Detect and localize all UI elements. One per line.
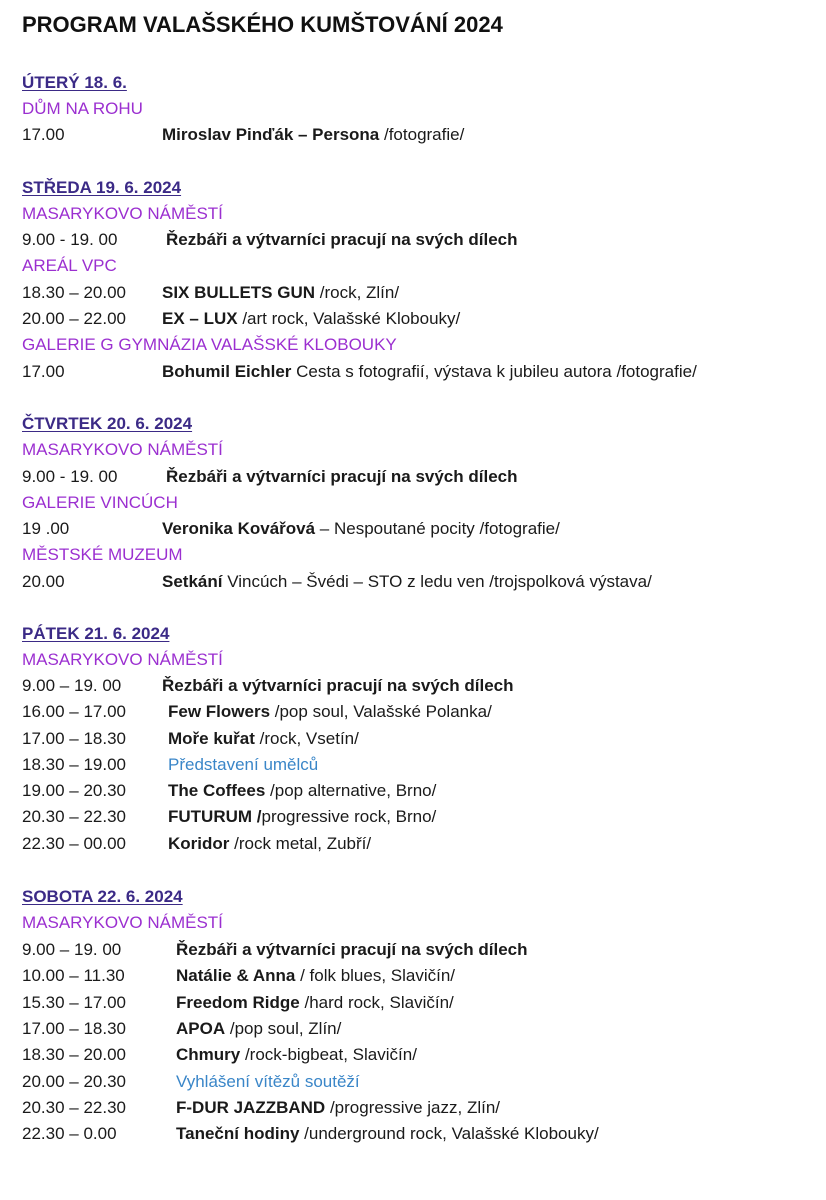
event-time: 17.00 bbox=[22, 362, 65, 381]
event-details: /art rock, Valašské Klobouky/ bbox=[237, 309, 461, 328]
event-description bbox=[168, 804, 436, 830]
event-time: 17.00 – 18.30 bbox=[22, 729, 126, 748]
page-title: PROGRAM VALAŠSKÉHO KUMŠTOVÁNÍ 2024 bbox=[22, 12, 503, 37]
event-details: /rock-bigbeat, Slavičín/ bbox=[240, 1045, 417, 1064]
event-highlight: Vyhlášení vítězů soutěží bbox=[176, 1072, 360, 1091]
venue-heading: GALERIE VINCÚCH bbox=[22, 493, 178, 512]
event-description bbox=[166, 227, 518, 253]
event-name: Bohumil Eichler bbox=[162, 362, 292, 381]
event-details: / folk blues, Slavičín/ bbox=[295, 966, 456, 985]
event-description bbox=[168, 778, 436, 804]
event-name: Setkání bbox=[162, 572, 223, 591]
event-time: 18.30 – 20.00 bbox=[22, 283, 126, 302]
event-time: 9.00 – 19. 00 bbox=[22, 940, 122, 959]
event-name: Miroslav Pinďák – Persona bbox=[162, 125, 380, 144]
event-time: 19 .00 bbox=[22, 519, 70, 538]
event-name: Moře kuřat bbox=[168, 729, 255, 748]
event-details: progressive rock, Brno/ bbox=[261, 807, 437, 826]
event-time: 16.00 – 17.00 bbox=[22, 702, 126, 721]
event-name: Taneční hodiny bbox=[176, 1124, 300, 1143]
day-heading: ÚTERÝ 18. 6. bbox=[22, 73, 127, 92]
event-time: 9.00 - 19. 00 bbox=[22, 230, 118, 249]
event-description bbox=[162, 569, 652, 595]
event-details: /hard rock, Slavičín/ bbox=[299, 993, 454, 1012]
event-description bbox=[162, 122, 464, 148]
event-time: 17.00 – 18.30 bbox=[22, 1019, 126, 1038]
venue-heading: MASARYKOVO NÁMĚSTÍ bbox=[22, 204, 223, 223]
event-details: /pop soul, Zlín/ bbox=[225, 1019, 342, 1038]
event-description bbox=[176, 963, 455, 989]
event-details: /rock, Zlín/ bbox=[315, 283, 400, 302]
event-description bbox=[168, 831, 371, 857]
day-heading: ČTVRTEK 20. 6. 2024 bbox=[22, 414, 193, 433]
event-description bbox=[162, 280, 399, 306]
event-description bbox=[162, 359, 697, 385]
day-heading: PÁTEK 21. 6. 2024 bbox=[22, 624, 170, 643]
event-name: EX – LUX bbox=[162, 309, 238, 328]
event-description bbox=[176, 1069, 360, 1095]
event-description bbox=[176, 1042, 417, 1068]
event-details: /underground rock, Valašské Klobouky/ bbox=[299, 1124, 599, 1143]
event-details: – Nespoutané pocity /fotografie/ bbox=[315, 519, 560, 538]
venue-heading: MĚSTSKÉ MUZEUM bbox=[22, 545, 183, 564]
event-name: SIX BULLETS GUN bbox=[162, 283, 316, 302]
event-description bbox=[176, 1095, 500, 1121]
event-name: Koridor bbox=[168, 834, 230, 853]
event-time: 9.00 - 19. 00 bbox=[22, 467, 118, 486]
event-name: The Coffees bbox=[168, 781, 266, 800]
event-time: 17.00 bbox=[22, 125, 65, 144]
event-time: 18.30 – 20.00 bbox=[22, 1045, 126, 1064]
event-time: 22.30 – 0.00 bbox=[22, 1124, 117, 1143]
event-time: 19.00 – 20.30 bbox=[22, 781, 126, 800]
event-details: /progressive jazz, Zlín/ bbox=[325, 1098, 500, 1117]
event-description bbox=[168, 699, 492, 725]
event-details: Cesta s fotografií, výstava k jubileu autora /fotografie/ bbox=[291, 362, 697, 381]
event-time: 20.00 – 20.30 bbox=[22, 1072, 126, 1091]
event-details: /rock, Vsetín/ bbox=[254, 729, 359, 748]
event-time: 20.00 bbox=[22, 572, 65, 591]
event-details: /rock metal, Zubří/ bbox=[229, 834, 372, 853]
day-heading: STŘEDA 19. 6. 2024 bbox=[22, 178, 182, 197]
venue-heading: DŮM NA ROHU bbox=[22, 99, 143, 118]
event-description bbox=[162, 306, 460, 332]
event-time: 18.30 – 19.00 bbox=[22, 755, 126, 774]
venue-heading: MASARYKOVO NÁMĚSTÍ bbox=[22, 440, 223, 459]
event-time: 20.00 – 22.00 bbox=[22, 309, 126, 328]
event-description bbox=[162, 673, 514, 699]
venue-heading: MASARYKOVO NÁMĚSTÍ bbox=[22, 913, 223, 932]
event-details: /fotografie/ bbox=[379, 125, 465, 144]
day-heading: SOBOTA 22. 6. 2024 bbox=[22, 887, 183, 906]
event-time: 22.30 – 00.00 bbox=[22, 834, 126, 853]
event-name: APOA bbox=[176, 1019, 226, 1038]
event-description bbox=[168, 752, 318, 778]
event-time: 10.00 – 11.30 bbox=[22, 966, 125, 985]
event-name: Natálie & Anna bbox=[176, 966, 296, 985]
event-name: Few Flowers bbox=[168, 702, 271, 721]
event-description bbox=[166, 464, 518, 490]
event-name: Chmury bbox=[176, 1045, 241, 1064]
event-details: /pop alternative, Brno/ bbox=[265, 781, 437, 800]
venue-heading: AREÁL VPC bbox=[22, 256, 117, 275]
event-details: /pop soul, Valašské Polanka/ bbox=[270, 702, 492, 721]
event-description bbox=[176, 1121, 599, 1147]
event-time: 20.30 – 22.30 bbox=[22, 1098, 126, 1117]
event-details: Vincúch – Švédi – STO z ledu ven /trojspolková výstava/ bbox=[222, 572, 652, 591]
event-description bbox=[176, 1016, 341, 1042]
event-name: Řezbáři a výtvarníci pracují na svých dílech bbox=[176, 940, 528, 959]
event-name: Řezbáři a výtvarníci pracují na svých dílech bbox=[162, 676, 514, 695]
event-time: 20.30 – 22.30 bbox=[22, 807, 126, 826]
event-description bbox=[168, 726, 359, 752]
event-name: FUTURUM / bbox=[168, 807, 262, 826]
venue-heading: GALERIE G GYMNÁZIA VALAŠSKÉ KLOBOUKY bbox=[22, 335, 397, 354]
event-description bbox=[176, 937, 528, 963]
event-name: Freedom Ridge bbox=[176, 993, 300, 1012]
event-name: Řezbáři a výtvarníci pracují na svých dílech bbox=[166, 230, 518, 249]
event-time: 15.30 – 17.00 bbox=[22, 993, 126, 1012]
event-description bbox=[162, 516, 560, 542]
event-name: Řezbáři a výtvarníci pracují na svých dílech bbox=[166, 467, 518, 486]
event-name: F-DUR JAZZBAND bbox=[176, 1098, 326, 1117]
event-time: 9.00 – 19. 00 bbox=[22, 676, 122, 695]
event-description bbox=[176, 990, 454, 1016]
event-highlight: Představení umělců bbox=[168, 755, 319, 774]
venue-heading: MASARYKOVO NÁMĚSTÍ bbox=[22, 650, 223, 669]
event-name: Veronika Kovářová bbox=[162, 519, 316, 538]
